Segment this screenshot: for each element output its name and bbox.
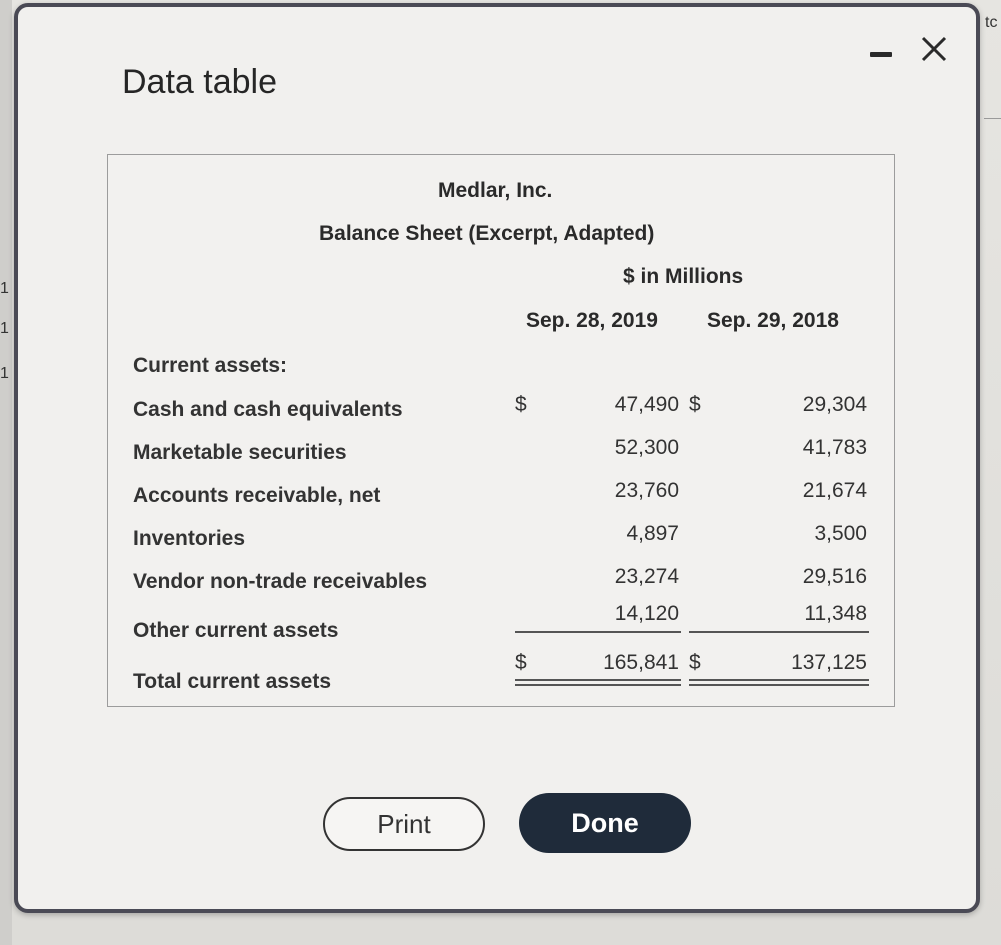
value-2019: 23,274	[614, 565, 679, 588]
total-value-2018: 137,125	[791, 651, 867, 674]
subtotal-rule	[515, 631, 681, 633]
currency-symbol: $	[515, 651, 527, 674]
close-icon[interactable]	[918, 33, 950, 65]
currency-symbol: $	[515, 393, 527, 416]
background-left-edge	[0, 0, 12, 945]
dialog-title: Data table	[122, 63, 277, 101]
company-name: Medlar, Inc.	[438, 179, 553, 202]
row-label: Vendor non-trade receivables	[133, 570, 428, 593]
value-2019: 52,300	[614, 436, 679, 459]
row-label: Cash and cash equivalents	[133, 398, 403, 421]
total-double-rule	[689, 679, 869, 681]
section-header: Current assets:	[133, 354, 288, 377]
column-header-2018: Sep. 29, 2018	[707, 309, 839, 332]
subtotal-rule	[689, 631, 869, 633]
row-label: Marketable securities	[133, 441, 347, 464]
total-double-rule	[689, 684, 869, 686]
background-mark: 1	[0, 320, 9, 337]
total-double-rule	[515, 679, 681, 681]
value-2018: 3,500	[814, 522, 867, 545]
total-double-rule	[515, 684, 681, 686]
value-2018: 29,516	[802, 565, 867, 588]
currency-symbol: $	[689, 393, 701, 416]
data-table-dialog	[14, 3, 980, 913]
value-2019: 4,897	[626, 522, 679, 545]
print-button[interactable]: Print	[323, 797, 485, 851]
total-value-2019: 165,841	[603, 651, 679, 674]
statement-title: Balance Sheet (Excerpt, Adapted)	[319, 222, 655, 245]
row-label: Other current assets	[133, 619, 339, 642]
total-label: Total current assets	[133, 670, 332, 693]
background-corner-text: tc	[985, 14, 998, 31]
value-2019: 47,490	[614, 393, 679, 416]
value-2018: 41,783	[802, 436, 867, 459]
value-2018: 11,348	[804, 602, 867, 625]
units-label: $ in Millions	[623, 265, 744, 288]
currency-symbol: $	[689, 651, 701, 674]
column-header-2019: Sep. 28, 2019	[526, 309, 658, 332]
value-2018: 21,674	[802, 479, 867, 502]
minimize-icon[interactable]	[870, 52, 892, 57]
value-2019: 14,120	[614, 602, 679, 625]
row-label: Inventories	[133, 527, 246, 550]
background-divider	[984, 118, 1001, 119]
done-button[interactable]: Done	[519, 793, 691, 853]
background-mark: 1	[0, 280, 9, 297]
background-mark: 1	[0, 365, 9, 382]
value-2019: 23,760	[614, 479, 679, 502]
value-2018: 29,304	[802, 393, 867, 416]
row-label: Accounts receivable, net	[133, 484, 381, 507]
